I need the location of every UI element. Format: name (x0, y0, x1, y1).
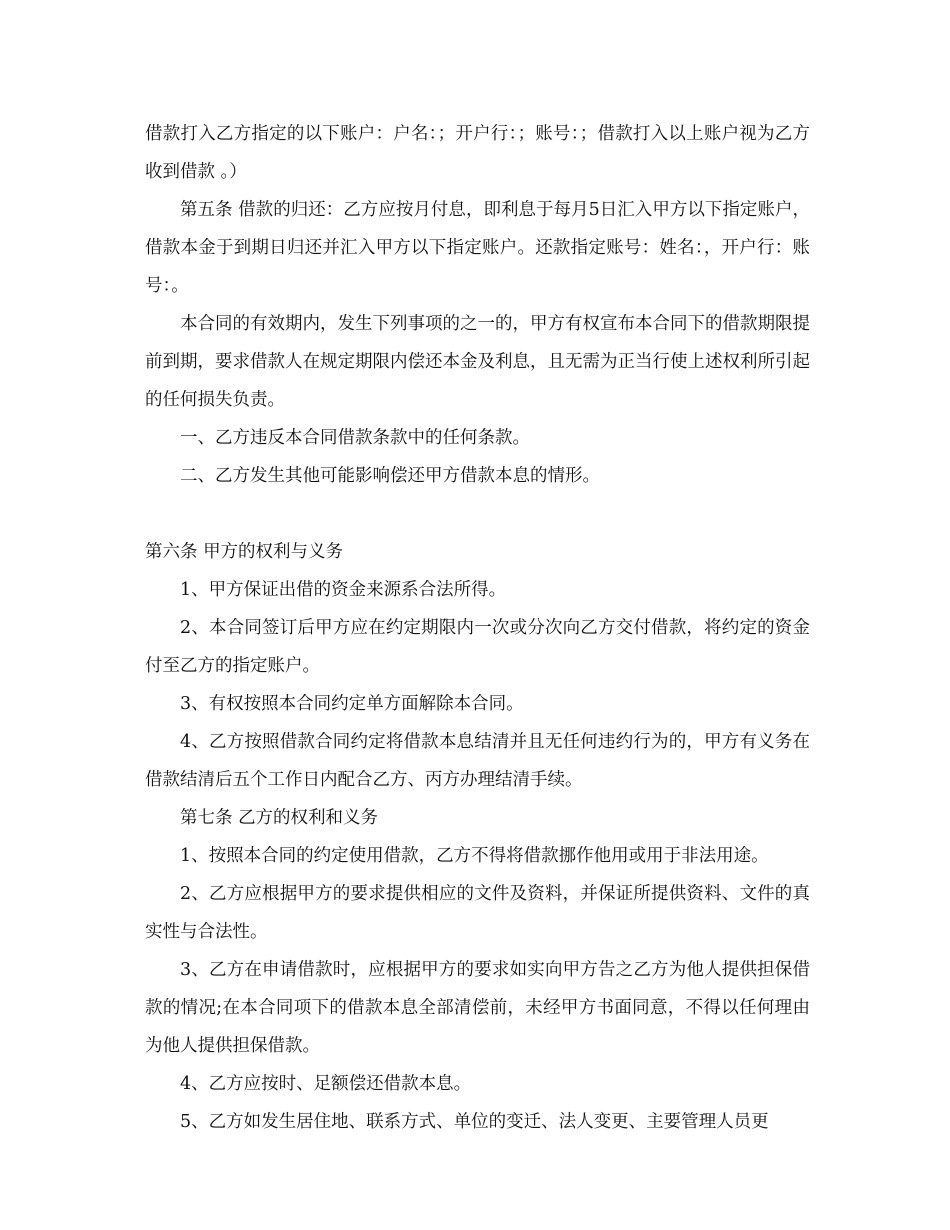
paragraph-article-7-item-1: 1、按照本合同的约定使用借款，乙方不得将借款挪作他用或用于非法用途。 (180, 846, 769, 866)
paragraph-article-5-repayment: 第五条 借款的归还：乙方应按月付息，即利息于每月5日汇入甲方以下指定账户，借款本金于到期日归还并汇入甲方以下指定账户。还款指定账号：姓名：，开户行：账号：。 (145, 200, 810, 296)
paragraph-article-7-item-2: 2、乙方应根据甲方的要求提供相应的文件及资料，并保证所提供资料、文件的真实性与合法性。 (145, 884, 810, 942)
paragraph-breach-item-1: 一、乙方违反本合同借款条款中的任何条款。 (180, 428, 530, 448)
paragraph-article-6-item-4: 4、乙方按照借款合同约定将借款本息结清并且无任何违约行为的，甲方有义务在借款结清后五个工作日内配合乙方、丙方办理结清手续。 (145, 732, 810, 790)
paragraph-article-7-item-4: 4、乙方应按时、足额偿还借款本息。 (180, 1074, 472, 1094)
paragraph-article-6-item-2: 2、本合同签订后甲方应在约定期限内一次或分次向乙方交付借款，将约定的资金付至乙方的指定账户。 (145, 618, 810, 676)
paragraph-acceleration-clause: 本合同的有效期内，发生下列事项的之一的，甲方有权宣布本合同下的借款期限提前到期，要求借款人在规定期限内偿还本金及利息，且无需为正当行使上述权利所引起的任何损失负责。 (145, 314, 810, 410)
heading-article-6: 第六条 甲方的权利与义务 (145, 542, 344, 562)
paragraph-article-7-item-5: 5、乙方如发生居住地、联系方式、单位的变迁、法人变更、主要管理人员更 (180, 1112, 769, 1132)
paragraph-article-6-item-3: 3、有权按照本合同约定单方面解除本合同。 (180, 694, 524, 714)
paragraph-breach-item-2: 二、乙方发生其他可能影响偿还甲方借款本息的情形。 (180, 466, 600, 486)
blank-line (145, 495, 810, 533)
document-body (145, 115, 810, 1141)
heading-article-7: 第七条 乙方的权利和义务 (180, 808, 379, 828)
paragraph-article-6-item-1: 1、甲方保证出借的资金来源系合法所得。 (180, 580, 507, 600)
paragraph-article-7-item-3: 3、乙方在申请借款时，应根据甲方的要求如实向甲方告之乙方为他人提供担保借款的情况;在本合同项下的借款本息全部清偿前，未经甲方书面同意，不得以任何理由为他人提供担保借款。 (145, 960, 810, 1056)
paragraph-account-info: 借款打入乙方指定的以下账户：户名：；开户行：；账号：；借款打入以上账户视为乙方收到借款 。） (145, 124, 810, 182)
